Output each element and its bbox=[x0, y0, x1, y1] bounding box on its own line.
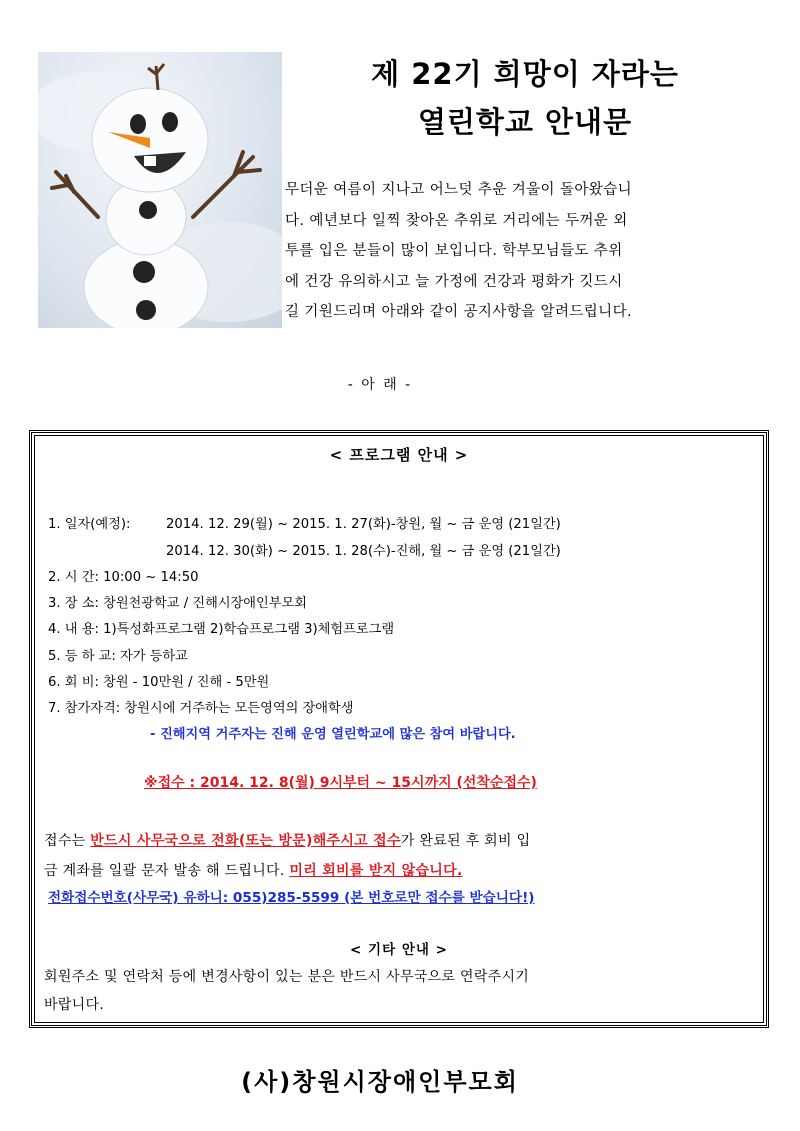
olaf-snow-image bbox=[38, 52, 282, 328]
reception-para-line2 bbox=[44, 856, 738, 886]
item-eligibility: 7. 참가자격: 창원시에 거주하는 모든영역의 장애학생 bbox=[48, 701, 354, 716]
para2-emphasis: 미리 회비를 받지 않습니다. bbox=[289, 863, 463, 879]
item-time: 2. 시 간: 10:00 ~ 14:50 bbox=[48, 570, 199, 585]
para1-emphasis: 반드시 사무국으로 전화(또는 방문)해주시고 접수 bbox=[90, 833, 401, 849]
etc-line1: 회원주소 및 연락처 등에 변경사항이 있는 분은 반드시 사무국으로 연락주시기 bbox=[44, 969, 530, 985]
intro-line: 투를 입은 분들이 많이 보입니다. 학부모님들도 추위 bbox=[285, 243, 623, 259]
intro-line: 다. 예년보다 일찍 찾아온 추위로 거리에는 두꺼운 외 bbox=[285, 212, 628, 229]
item-date-line2: 2014. 12. 30(화) ~ 2015. 1. 28(수)-진해, 월 ~ 금 운영 (21일간) bbox=[166, 544, 561, 559]
intro-line: 에 건강 유의하시고 늘 가정에 건강과 평화가 깃드시 bbox=[285, 273, 623, 290]
etc-line2: 바랍니다. bbox=[44, 997, 105, 1013]
jinhae-note: - 진해지역 거주자는 진해 운영 열린학교에 많은 참여 바랍니다. bbox=[150, 727, 516, 742]
para1-c: 가 완료된 후 회비 입 bbox=[400, 833, 531, 849]
ahrae-label: - 아 래 - bbox=[347, 377, 413, 393]
reception-para-line1 bbox=[44, 826, 738, 856]
reception-period: ※접수 : 2014. 12. 8(월) 9시부터 ~ 15시까지 (선착순접수) bbox=[144, 775, 537, 791]
para2-a: 금 계좌를 일괄 문자 발송 해 드립니다. bbox=[44, 863, 290, 879]
page-title-line1: 제 22기 희망이 자라는 bbox=[371, 57, 679, 91]
organization-name: (사)창원시장애인부모회 bbox=[241, 1068, 519, 1096]
para1-a: 접수는 bbox=[44, 833, 91, 849]
intro-line: 무더운 여름이 지나고 어느덧 추운 겨울이 돌아왔습니 bbox=[285, 182, 633, 198]
intro-paragraph bbox=[285, 175, 730, 328]
snowman-illustration bbox=[38, 52, 282, 328]
item-content: 4. 내 용: 1)특성화프로그램 2)학습프로그램 3)체험프로그램 bbox=[48, 622, 395, 637]
phone-number-line: 전화접수번호(사무국) 유하니: 055)285-5599 (본 번호로만 접수를 받습니다!) bbox=[48, 890, 535, 906]
item-date-label: 1. 일자(예정): bbox=[48, 517, 131, 532]
intro-line: 길 기원드리며 아래와 같이 공지사항을 알려드립니다. bbox=[285, 304, 633, 320]
item-place: 3. 장 소: 창원천광학교 / 진해시장애인부모회 bbox=[48, 596, 307, 611]
item-fee: 6. 회 비: 창원 - 10만원 / 진해 - 5만원 bbox=[48, 675, 270, 690]
item-date-line1: 2014. 12. 29(월) ~ 2015. 1. 27(화)-창원, 월 ~ 금 운영 (21일간) bbox=[166, 517, 561, 532]
program-heading: < 프로그램 안내 > bbox=[329, 446, 469, 464]
reception-paragraph bbox=[44, 826, 738, 886]
item-commute: 5. 등 하 교: 자가 등하교 bbox=[48, 649, 188, 664]
etc-heading: < 기타 안내 > bbox=[350, 942, 448, 958]
page-title-line2: 열린학교 안내문 bbox=[417, 105, 633, 139]
